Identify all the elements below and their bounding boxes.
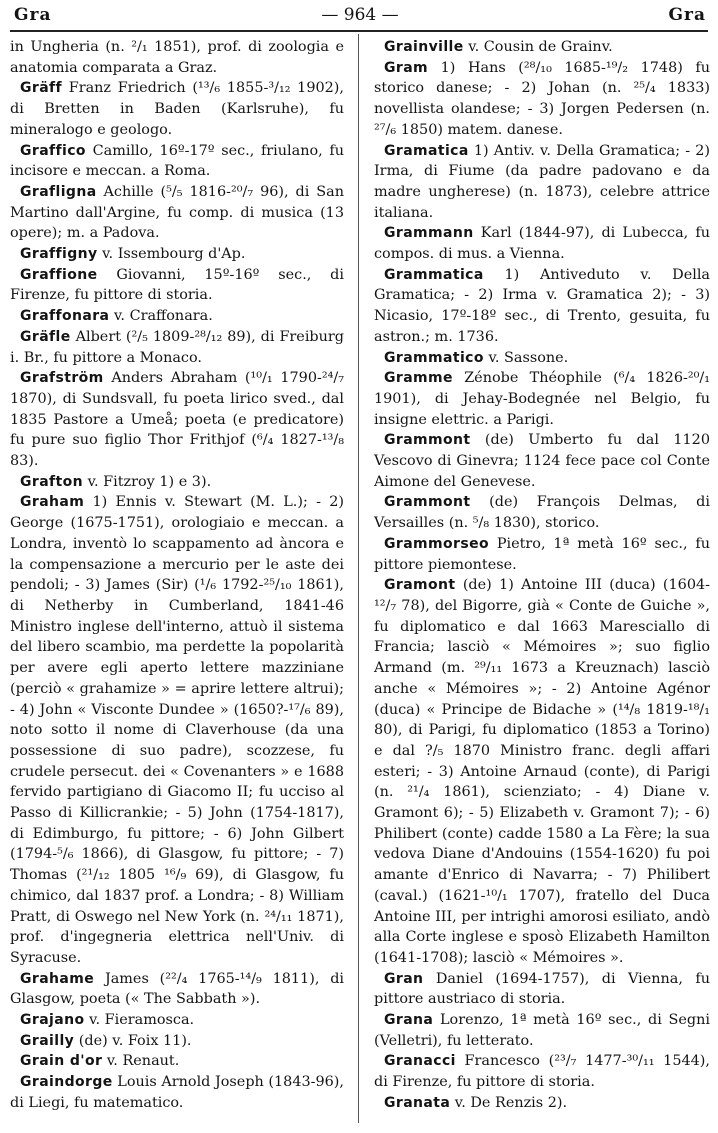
entry-headword: Graffico <box>20 142 86 159</box>
entry-headword: Graindorge <box>20 1074 113 1091</box>
entry-text: Giovanni, 15º-16º sec., di Firenze, fu pittore di storia. <box>10 266 344 304</box>
dictionary-entry <box>374 37 710 58</box>
dictionary-entry <box>10 1072 344 1113</box>
entry-text: Karl (1844-97), di Lubecca, fu compos. di mus. a Vienna. <box>374 225 710 263</box>
entry-headword: Grammont <box>384 494 471 511</box>
entry-headword: Grailly <box>20 1032 75 1049</box>
entry-text: v. Fieramosca. <box>89 1012 195 1029</box>
entry-text: Francesco (²³/₇ 1477-³⁰/₁₁ 1544), di Firenze, fu pittore di storia. <box>374 1053 710 1091</box>
entry-text: (de) 1) Antoine III (duca) (1604-¹²/₇ 78), del Bigorre, già « Conte de Guiche », fu diplomatico e dal 1663 Maresciallo di Francia; lasciò « Mémoires »; suo figlio Armand (m. ²⁹/₁₁ 1673 a Kreuznach) lasciò anche « Mémoires »; - 2) Antoine Agénor (duca) « Principe de Bidache » (¹⁴/₈ 1819-¹⁸/₁ 80), di Parigi, fu diplomatico (1853 a Torino) e dal ?/₅ 1870 Ministro franc. degli affari esteri; - 3) Antoine Arnaud (conte), di Parigi (n. ²¹/₄ 1861), scienziato; - 4) Diane v. Gramont 6); - 5) Elizabeth v. Gramont 7); - 6) Philibert (conte) cadde 1580 a La Fère; la sua vedova Diane d'Andouins (1554-1620) fu poi amante d'Enrico di Navarra; - 7) Philibert (caval.) (1621-¹⁰/₁ 1707), fratello del Duca Antoine III, per intrighi amorosi esiliato, andò alla Corte inglese e sposò Elizabeth Hamilton (1641-1708); lasciò « Mémoires ». <box>374 577 710 966</box>
entry-text: (de) v. Foix 11). <box>78 1032 192 1049</box>
running-header <box>14 2 706 28</box>
entry-headword: Grafton <box>20 473 84 490</box>
entry-text: James (²²/₄ 1765-¹⁴/₉ 1811), di Glasgow, poeta (« The Sabbath »). <box>10 970 345 1008</box>
dictionary-entry <box>374 58 710 141</box>
entry-text: Anders Abraham (¹⁰/₁ 1790-²⁴/₇ 1870), di Sundsvall, fu poeta lirico sved., dal 1835 Pastore a Umeå; poeta (e predicatore) fu pure suo figlio Thor Frithjof (⁶/₄ 1827-¹³/₈ 83). <box>10 370 345 470</box>
entry-headword: Graffigny <box>20 246 98 263</box>
dictionary-entry <box>374 575 710 968</box>
dictionary-entry <box>10 368 344 472</box>
entry-text: 1) Ennis v. Stewart (M. L.); - 2) George (1675-1751), orologiaio e meccan. a Londra, inventò lo scappamento ad àncora e la compensazione a mercurio per le aste dei pendoli; - 3) James (Sir) (¹/₆ 1792-²⁵/₁₀ 1861), di Netherby in Cumberland, 1841-46 Ministro inglese dell'interno, attuò il sistema del libero scambio, ma perdette la popolarità per avere egli aperto lettere mazziniane (perciò « grahamize » = aprire lettere altrui); - 4) John « Visconte Dundee » (1650?-¹⁷/₆ 89), noto sotto il nome di Claverhouse (da una possessione di suo padre), scozzese, fu crudele persecut. dei « Covenanters » e 1688 fervido partigiano di Giacomo II; fu ucciso al Passo di Killicrankie; - 5) John (1754-1817), di Edimburgo, fu pittore; - 6) John Gilbert (1794-⁵/₆ 1866), di Glasgow, fu pittore; - 7) Thomas (²¹/₁₂ 1805 ¹⁶/₉ 69), di Glasgow, fu chimico, dal 1837 prof. a Londra; - 8) William Pratt, di Oswego nel New York (n. ²⁴/₁₁ 1871), prof. d'ingegneria elettrica nell'Univ. di Syracuse. <box>10 494 344 966</box>
dictionary-entry <box>10 306 344 327</box>
entry-text: v. Cousin de Grainv. <box>468 39 613 55</box>
entry-text: v. Issembourg d'Ap. <box>102 246 246 263</box>
entry-text: (de) Umberto fu dal 1120 Vescovo di Ginevra; 1124 fece pace col Conte Aimone del Genevese. <box>374 432 710 490</box>
dictionary-entry <box>374 1010 710 1051</box>
entry-headword: Granata <box>384 1094 451 1111</box>
dictionary-entry <box>10 327 344 368</box>
entry-headword: Gräff <box>20 80 63 97</box>
entry-text: Albert (²/₅ 1809-²⁸/₁₂ 89), di Freiburg i. Br., fu pittore a Monaco. <box>10 328 344 366</box>
dictionary-entry <box>10 37 344 78</box>
entry-text: v. De Renzis 2). <box>454 1094 568 1111</box>
entry-headword: Gram <box>384 59 429 76</box>
entry-headword: Grammorseo <box>384 535 489 552</box>
entry-text: v. Sassone. <box>488 349 569 366</box>
entry-text: Zénobe Théophile (⁶/₄ 1826-²⁰/₁ 1901), di Jehay-Bodegnée nel Belgio, fu insigne elettric. a Parigi. <box>374 370 711 428</box>
dictionary-entry <box>374 368 710 430</box>
column-divider <box>358 34 359 1123</box>
entry-text: 1) Antiveduto v. Della Gramatica; - 2) Irma v. Gramatica 2); - 3) Nicasio, 17º-18º sec., di Trento, gesuita, fu astron.; m. 1736. <box>374 266 711 345</box>
dictionary-entry <box>10 1031 344 1052</box>
entry-headword: Grain d'or <box>20 1053 103 1070</box>
entry-text: Camillo, 16º-17º sec., friulano, fu incisore e meccan. a Roma. <box>10 142 344 180</box>
right-guide-word: Gra <box>668 5 706 25</box>
entry-text: Pietro, 1ª metà 16º sec., fu pittore piemontese. <box>374 535 711 573</box>
entry-text: Daniel (1694-1757), di Vienna, fu pittore austriaco di storia. <box>374 970 710 1008</box>
entry-text: Achille (⁵/₅ 1816-²⁰/₇ 96), di San Martino dall'Argine, fu comp. di musica (13 opere); m. a Padova. <box>10 183 344 242</box>
entry-text: Louis Arnold Joseph (1843-96), di Liegi, fu matematico. <box>10 1074 344 1111</box>
dictionary-entry <box>10 78 344 140</box>
entry-text: Franz Friedrich (¹³/₆ 1855-³/₁₂ 1902), di Bretten in Baden (Karlsruhe), fu mineralogo e geologo. <box>10 80 344 138</box>
dictionary-entry <box>374 348 710 369</box>
entry-text: v. Craffonara. <box>114 308 213 325</box>
entry-headword: Grammont <box>384 432 471 449</box>
entry-headword: Grammatica <box>384 266 484 283</box>
entry-headword: Gräfle <box>20 328 71 345</box>
dictionary-entry <box>374 492 710 533</box>
dictionary-entry <box>10 182 344 244</box>
dictionary-entry <box>374 1093 710 1114</box>
dictionary-entry <box>10 492 344 968</box>
dictionary-entry <box>374 969 710 1010</box>
entry-headword: Grana <box>384 1012 434 1029</box>
entry-headword: Grainville <box>384 39 464 55</box>
entry-headword: Graffione <box>20 266 98 283</box>
entry-headword: Grammann <box>384 225 474 242</box>
entry-headword: Granacci <box>384 1053 456 1070</box>
entry-text: in Ungheria (n. ²/₁ 1851), prof. di zoologia e anatomia comparata a Graz. <box>10 39 344 76</box>
entry-headword: Grafström <box>20 370 104 387</box>
entry-headword: Graffonara <box>20 308 110 325</box>
entry-headword: Grajano <box>20 1012 85 1029</box>
entry-headword: Gramatica <box>384 142 469 159</box>
entry-text: 1) Antiv. v. Della Gramatica; - 2) Irma, di Fiume (da padre padovano e da madre ungherese) (n. 1873), celebre attrice italiana. <box>374 142 710 221</box>
entry-text: Lorenzo, 1ª metà 16º sec., di Segni (Velletri), fu letterato. <box>374 1012 710 1049</box>
dictionary-entry <box>374 223 710 264</box>
entry-headword: Gramme <box>384 370 453 387</box>
dictionary-entry <box>10 244 344 265</box>
entry-text: v. Fitzroy 1) e 3). <box>87 473 212 490</box>
dictionary-entry <box>10 1010 344 1031</box>
entry-headword: Gramont <box>384 577 456 594</box>
dictionary-entry <box>374 265 710 348</box>
entry-headword: Graham <box>20 494 85 511</box>
right-column <box>374 37 710 1114</box>
entry-headword: Grafligna <box>20 183 97 200</box>
dictionary-entry <box>10 141 344 182</box>
entry-text: 1) Hans (²⁸/₁₀ 1685-¹⁹/₂ 1748) fu storico danese; - 2) Johan (n. ²⁵/₄ 1833) novellista olandese; - 3) Jorgen Pedersen (n. ²⁷/₆ 1850) matem. danese. <box>374 59 711 138</box>
left-column <box>10 37 344 1114</box>
dictionary-entry <box>10 1051 344 1072</box>
entry-headword: Grammatico <box>384 349 484 366</box>
header-rule <box>10 30 708 32</box>
dictionary-entry <box>374 534 710 575</box>
page-number: — 964 — <box>321 5 399 25</box>
entry-headword: Grahame <box>20 970 95 987</box>
entry-headword: Gran <box>384 970 424 987</box>
entry-text: (de) François Delmas, di Versailles (n. ⁵/₈ 1830), storico. <box>374 494 711 532</box>
dictionary-entry <box>374 141 710 224</box>
dictionary-entry <box>374 1051 710 1092</box>
dictionary-entry <box>374 430 710 492</box>
dictionary-entry <box>10 472 344 493</box>
left-guide-word: Gra <box>14 5 52 25</box>
dictionary-entry <box>10 265 344 306</box>
entry-text: v. Renaut. <box>106 1053 180 1070</box>
dictionary-entry <box>10 969 344 1010</box>
